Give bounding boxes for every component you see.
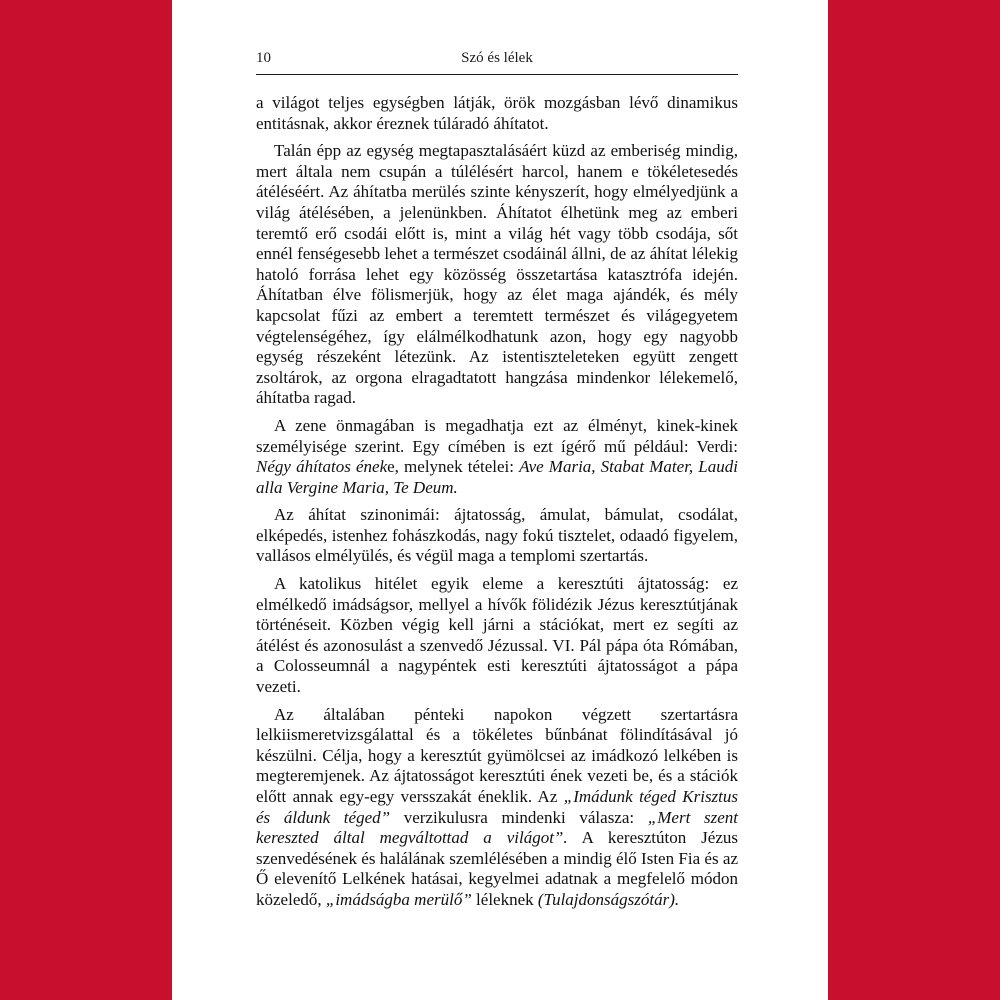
paragraph [256,505,738,567]
text-run: A keresztúton Jézus szenvedésének és halálának szemlélésében a mindig élő Isten Fia és az Ő elevenítő Lelkének hatásai, kegyelmei adatnak a megfelelő módon közeledő, [256,828,738,909]
paragraph [256,416,738,498]
italic-text-run: „Imádunk téged Krisztus és áldunk téged” [256,787,739,827]
running-head [256,50,738,72]
italic-text-run: (Tulajdonságszótár). [537,889,680,909]
text-run: verzikulusra mindenki válasza: [390,807,648,827]
left-red-border [0,0,172,1000]
text-run: A zene önmagában is megadhatja ezt az élményt, kinek-kinek személyisége szerint. Egy címében is ezt ígérő mű például: Verdi: [256,415,738,456]
paragraph [256,141,738,409]
text-run: léleknek [471,889,538,909]
body-text [256,93,738,918]
running-title: Szó és lélek [461,50,533,66]
paragraph [256,93,738,134]
text-run: Az általában pénteki napokon végzett szertartásra lelkiismeretvizsgálattal és a tökéletes bűnbánat fölindításával jó készülni. Célja, hogy a keresztút gyümölcsei az imádkozó lelkében is megteremjenek. Az ájtatosságot keresztúti ének vezeti be, és a stációk előtt annak egy-egy versszakát éneklik. Az [256,704,738,806]
text-run: a világot teljes egységben látják, örök mozgásban lévő dinamikus entitásnak, akkor éreznek túláradó áhítatot. [256,93,738,133]
italic-text-run: „imádságba merülő” [325,889,472,909]
italic-text-run: „Mert szent kereszted által megváltottad a világot”. [256,807,738,848]
right-red-border [828,0,1000,1000]
text-run: Talán épp az egység megtapasztalásáért küzd az emberiség mindig, mert általa nem csupán a túlélésért harcol, hanem e tökéletesedés átéléséért. Az áhítatba merülés szinte kényszerít, hogy elmélyedjünk a világ átélésében, a jelenünkben. Áhítatot élhetünk meg az emberi teremtő erő csodái előtt is, mint a világ hét vagy több csodája, sőt ennél fenségesebb lehet a természet csodáinál állni, de az áhítat lélekig hatoló forrása lehet egy közösség összetartása katasztrófa idején. Áhítatban élve fölismerjük, hogy az élet maga ajándék, és mély kapcsolat fűzi az embert a teremtett természet és világegyetem végtelenségéhez, így elálmélkodhatunk azon, hogy egy nagyobb egység részeként létezünk. Az istentiszteleteken együtt zengett zsoltárok, az orgona elragadtatott hangzása mindenkor lélekemelő, áhítatba ragad. [256,141,738,408]
header-rule [256,74,738,75]
paragraph [256,574,738,698]
text-run: e, melynek tételei: [387,457,520,477]
italic-text-run: Ave Maria, Stabat Mater, Laudi alla Vergine Maria, Te Deum. [256,457,738,497]
book-page [172,0,828,1000]
text-run: Az áhítat szinonimái: ájtatosság, ámulat, bámulat, csodálat, elképedés, istenhez fohászkodás, nagy fokú tisztelet, odaadó figyelem, vallásos elmélyülés, és végül maga a templomi szertartás. [256,505,738,566]
paragraph [256,705,738,911]
text-run: A katolikus hitélet egyik eleme a keresztúti ájtatosság: ez elmélkedő imádságsor, mellyel a hívők fölidézik Jézus keresztútjának történéseit. Közben végig kell járni a stációkat, mert ez segíti az átélést és azonosulást a szenvedő Jézussal. VI. Pál pápa óta Rómában, a Colosseumnál a nagypéntek esti keresztúti ájtatosságot a pápa vezeti. [256,574,738,697]
page-number: 10 [256,50,271,66]
italic-text-run: Négy áhítatos ének [256,457,388,477]
